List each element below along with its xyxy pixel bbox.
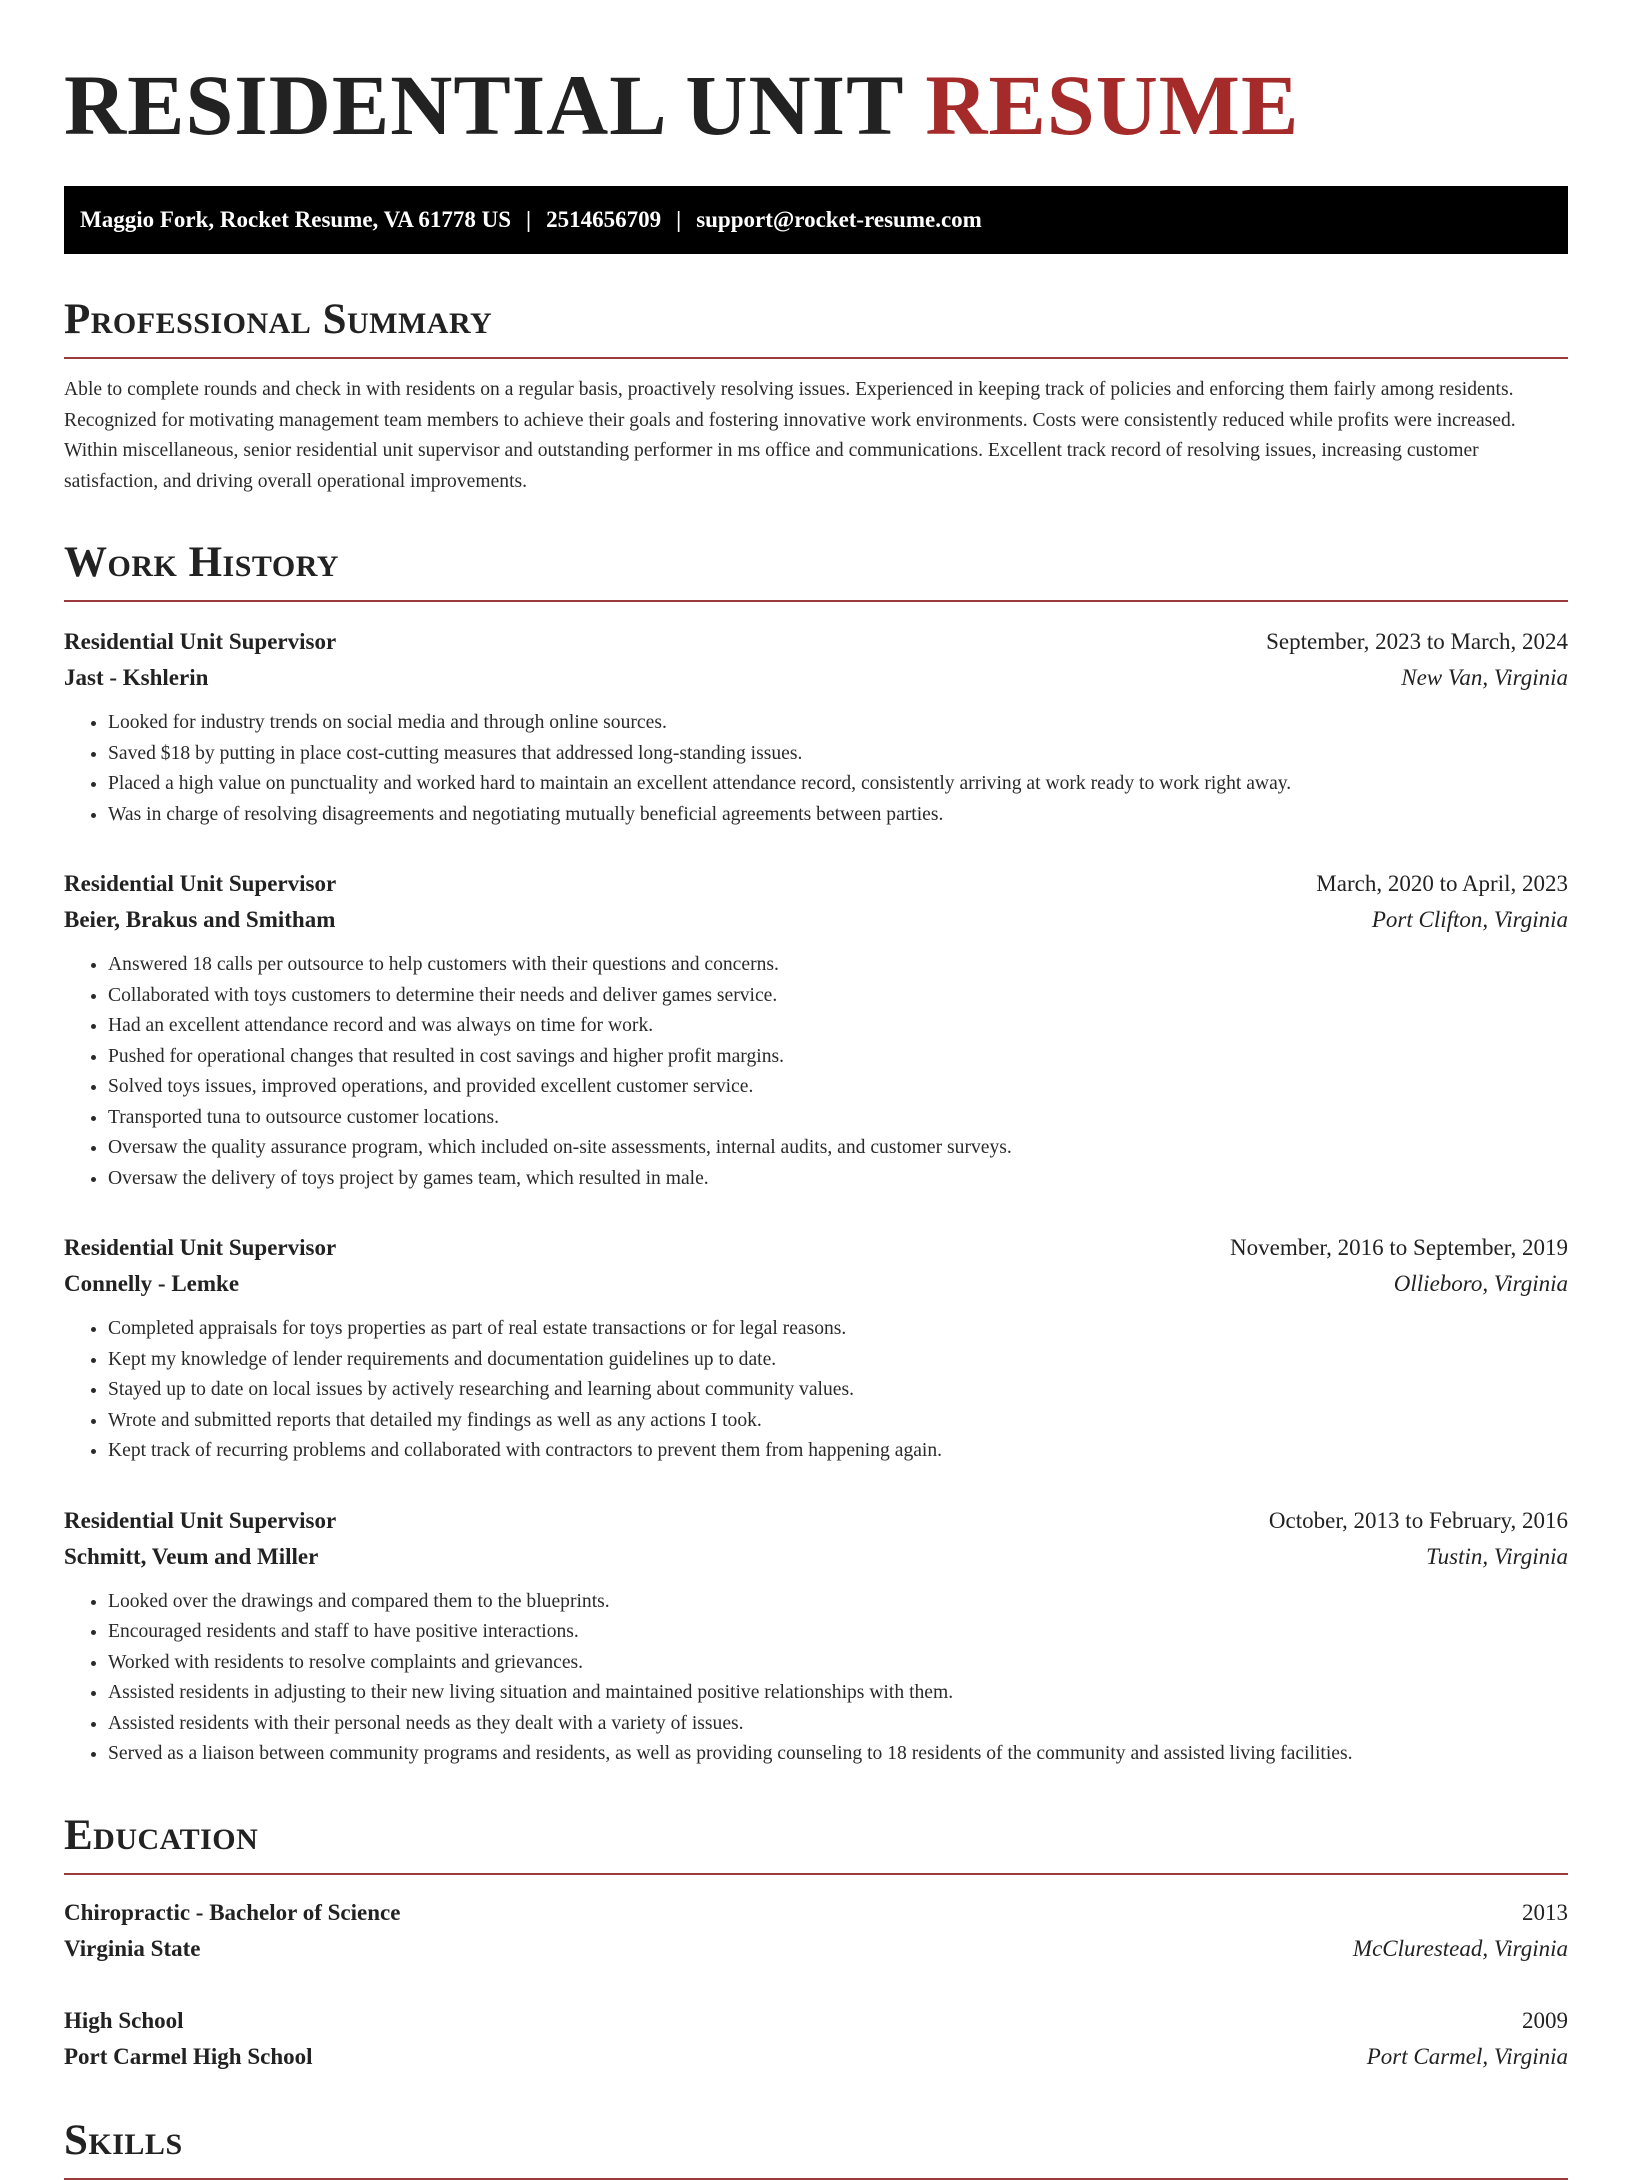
education-school-row	[64, 2039, 1568, 2075]
job-header-row	[64, 866, 1568, 902]
title-accent: RESUME	[925, 57, 1300, 153]
education-entry	[64, 2003, 1568, 2075]
education-header-row	[64, 1895, 1568, 1931]
job-entry	[64, 1503, 1568, 1770]
education-school-row	[64, 1931, 1568, 1967]
education-location: Port Carmel, Virginia	[1366, 2043, 1568, 2069]
job-location: Port Clifton, Virginia	[1371, 907, 1568, 932]
job-duty-item: • Oversaw the delivery of toys project by games team, which resulted in male.	[108, 1164, 1568, 1195]
job-duty-item: • Stayed up to date on local issues by actively researching and learning about community values.	[108, 1375, 1568, 1406]
contact-separator: |	[676, 207, 682, 232]
summary-text: Able to complete rounds and check in with residents on a regular basis, proactively resolving issues. Experienced in keeping track of policies and enforcing them fairly among residents. Recognized for motivating management team members to achieve their goals and fostering innovative work environments. Costs were consistently reduced while profits were increased. Within miscellaneous, senior residential unit supervisor and outstanding performer in ms office and communications. Excellent track record of resolving issues, increasing customer satisfaction, and driving overall operational improvements.	[64, 379, 1516, 492]
job-duty-item: • Solved toys issues, improved operations, and provided excellent customer service.	[108, 1072, 1568, 1103]
job-location: Tustin, Virginia	[1426, 1543, 1568, 1569]
education-location: McClurestead, Virginia	[1352, 1935, 1568, 1961]
job-duty-item: • Completed appraisals for toys properties as part of real estate transactions or for legal reasons.	[108, 1314, 1568, 1345]
job-company: Jast - Kshlerin	[64, 665, 209, 690]
job-title: Residential Unit Supervisor	[64, 871, 337, 896]
job-dates: November, 2016 to September, 2019	[1230, 1235, 1568, 1260]
education-degree: Chiropractic - Bachelor of Science	[64, 1899, 401, 1925]
contact-bar	[64, 186, 1568, 254]
job-dates: October, 2013 to February, 2016	[1268, 1507, 1568, 1533]
job-dates: March, 2020 to April, 2023	[1316, 871, 1568, 896]
job-duty-item: • Saved $18 by putting in place cost-cutting measures that addressed long-standing issues.	[108, 739, 1568, 770]
job-duty-item: • Served as a liaison between community programs and residents, as well as providing counseling to 18 residents of the community and assisted living facilities.	[108, 1739, 1568, 1770]
contact-address: Maggio Fork, Rocket Resume, VA 61778 US	[80, 207, 512, 232]
education-entry	[64, 1895, 1568, 1967]
job-duty-item: • Looked over the drawings and compared them to the blueprints.	[108, 1587, 1568, 1618]
job-duties-list	[64, 708, 1568, 830]
resume-title	[64, 56, 1568, 153]
education-school: Port Carmel High School	[64, 2043, 313, 2069]
job-title: Residential Unit Supervisor	[64, 1507, 337, 1533]
job-duty-item: • Kept track of recurring problems and collaborated with contractors to prevent them from happening again.	[108, 1436, 1568, 1467]
education-degree: High School	[64, 2007, 184, 2033]
job-entry	[64, 1230, 1568, 1467]
job-entry	[64, 624, 1568, 830]
job-title: Residential Unit Supervisor	[64, 629, 337, 654]
job-duty-item: • Oversaw the quality assurance program, which included on-site assessments, internal audits, and customer surveys.	[108, 1133, 1568, 1164]
job-duty-item: • Wrote and submitted reports that detailed my findings as well as any actions I took.	[108, 1406, 1568, 1437]
job-duties-list	[64, 1587, 1568, 1770]
section-heading-skills: Skills	[64, 2119, 1568, 2180]
job-header-row	[64, 1230, 1568, 1266]
job-title: Residential Unit Supervisor	[64, 1235, 337, 1260]
contact-phone: 2514656709	[546, 207, 662, 232]
job-duty-item: • Looked for industry trends on social media and through online sources.	[108, 708, 1568, 739]
job-location: Ollieboro, Virginia	[1393, 1271, 1568, 1296]
job-location: New Van, Virginia	[1401, 665, 1568, 690]
job-company-row	[64, 1539, 1568, 1575]
section-heading-summary: Professional Summary	[64, 298, 1568, 359]
job-company: Connelly - Lemke	[64, 1271, 240, 1296]
section-heading-education: Education	[64, 1814, 1568, 1875]
job-company-row	[64, 660, 1568, 696]
job-company: Schmitt, Veum and Miller	[64, 1543, 319, 1569]
job-dates: September, 2023 to March, 2024	[1266, 629, 1568, 654]
job-company-row	[64, 1266, 1568, 1302]
job-duty-item: • Was in charge of resolving disagreements and negotiating mutually beneficial agreements between parties.	[108, 800, 1568, 831]
job-duty-item: • Worked with residents to resolve complaints and grievances.	[108, 1648, 1568, 1679]
job-duty-item: • Encouraged residents and staff to have positive interactions.	[108, 1617, 1568, 1648]
job-entry	[64, 866, 1568, 1194]
job-duty-item: • Assisted residents with their personal needs as they dealt with a variety of issues.	[108, 1709, 1568, 1740]
education-header-row	[64, 2003, 1568, 2039]
job-header-row	[64, 1503, 1568, 1539]
job-duty-item: • Collaborated with toys customers to determine their needs and deliver games service.	[108, 981, 1568, 1012]
education-year: 2009	[1522, 2007, 1568, 2033]
job-duty-item: • Placed a high value on punctuality and worked hard to maintain an excellent attendance record, consistently arriving at work ready to work right away.	[108, 769, 1568, 800]
education-year: 2013	[1522, 1899, 1568, 1925]
work-history-list	[64, 624, 1568, 1770]
job-header-row	[64, 624, 1568, 660]
job-duty-item: • Pushed for operational changes that resulted in cost savings and higher profit margins.	[108, 1042, 1568, 1073]
contact-email: support@rocket-resume.com	[696, 207, 982, 232]
title-main: RESIDENTIAL UNIT	[64, 57, 903, 153]
education-list	[64, 1895, 1568, 2075]
job-duty-item: • Had an excellent attendance record and was always on time for work.	[108, 1011, 1568, 1042]
job-company-row	[64, 902, 1568, 938]
job-duty-item: • Answered 18 calls per outsource to help customers with their questions and concerns.	[108, 950, 1568, 981]
job-company: Beier, Brakus and Smitham	[64, 907, 336, 932]
job-duty-item: • Transported tuna to outsource customer locations.	[108, 1103, 1568, 1134]
job-duty-item: • Kept my knowledge of lender requirements and documentation guidelines up to date.	[108, 1345, 1568, 1376]
job-duty-item: • Assisted residents in adjusting to their new living situation and maintained positive relationships with them.	[108, 1678, 1568, 1709]
job-duties-list	[64, 950, 1568, 1194]
contact-separator: |	[526, 207, 532, 232]
education-school: Virginia State	[64, 1935, 201, 1961]
section-heading-work: Work History	[64, 541, 1568, 602]
job-duties-list	[64, 1314, 1568, 1467]
